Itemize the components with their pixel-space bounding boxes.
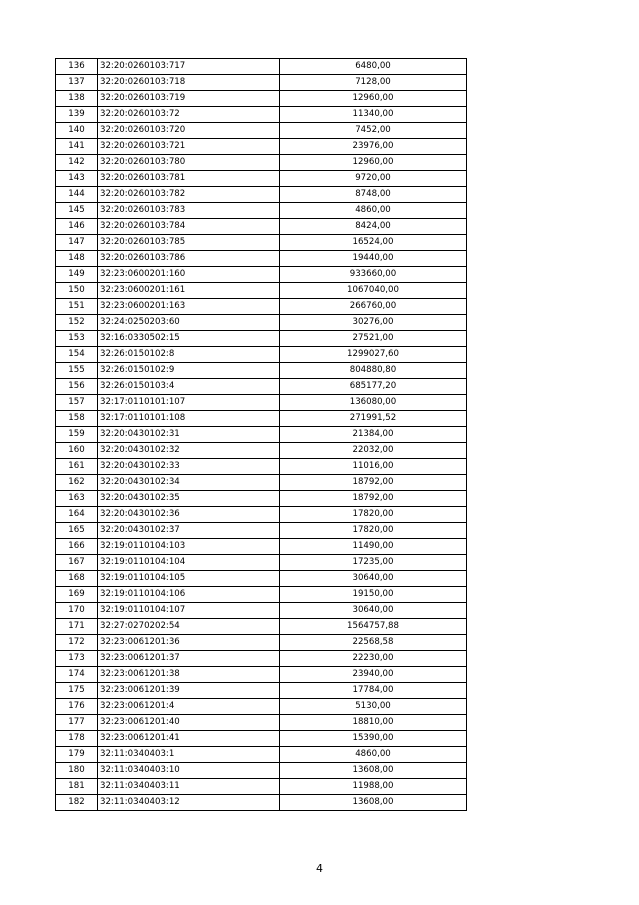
row-number-cell: 137 bbox=[56, 75, 98, 91]
table-row bbox=[56, 731, 467, 747]
value-cell: 17235,00 bbox=[280, 555, 467, 571]
cadastral-number-cell: 32:20:0430102:35 bbox=[98, 491, 280, 507]
cadastral-number-cell: 32:27:0270202:54 bbox=[98, 619, 280, 635]
value-cell: 5130,00 bbox=[280, 699, 467, 715]
value-cell: 12960,00 bbox=[280, 91, 467, 107]
table-row bbox=[56, 91, 467, 107]
row-number-cell: 138 bbox=[56, 91, 98, 107]
value-cell: 19440,00 bbox=[280, 251, 467, 267]
table-row bbox=[56, 715, 467, 731]
cadastral-number-cell: 32:20:0260103:72 bbox=[98, 107, 280, 123]
cadastral-number-cell: 32:20:0430102:37 bbox=[98, 523, 280, 539]
value-cell: 17784,00 bbox=[280, 683, 467, 699]
cadastral-number-cell: 32:26:0150103:4 bbox=[98, 379, 280, 395]
row-number-cell: 181 bbox=[56, 779, 98, 795]
value-cell: 23940,00 bbox=[280, 667, 467, 683]
table-row bbox=[56, 779, 467, 795]
cadastral-number-cell: 32:20:0260103:785 bbox=[98, 235, 280, 251]
row-number-cell: 179 bbox=[56, 747, 98, 763]
cadastral-number-cell: 32:19:0110104:104 bbox=[98, 555, 280, 571]
table-row bbox=[56, 635, 467, 651]
cadastral-number-cell: 32:11:0340403:12 bbox=[98, 795, 280, 811]
row-number-cell: 151 bbox=[56, 299, 98, 315]
row-number-cell: 168 bbox=[56, 571, 98, 587]
table-row bbox=[56, 459, 467, 475]
cadastral-number-cell: 32:20:0260103:780 bbox=[98, 155, 280, 171]
row-number-cell: 143 bbox=[56, 171, 98, 187]
table-row bbox=[56, 155, 467, 171]
cadastral-number-cell: 32:20:0260103:717 bbox=[98, 59, 280, 75]
table-row bbox=[56, 139, 467, 155]
row-number-cell: 173 bbox=[56, 651, 98, 667]
table-row bbox=[56, 379, 467, 395]
row-number-cell: 162 bbox=[56, 475, 98, 491]
cadastral-number-cell: 32:20:0430102:36 bbox=[98, 507, 280, 523]
table-row bbox=[56, 443, 467, 459]
table-row bbox=[56, 603, 467, 619]
value-cell: 30276,00 bbox=[280, 315, 467, 331]
row-number-cell: 144 bbox=[56, 187, 98, 203]
table-row bbox=[56, 523, 467, 539]
cadastral-number-cell: 32:20:0260103:782 bbox=[98, 187, 280, 203]
table-row bbox=[56, 107, 467, 123]
row-number-cell: 174 bbox=[56, 667, 98, 683]
cadastral-number-cell: 32:20:0260103:719 bbox=[98, 91, 280, 107]
cadastral-number-cell: 32:23:0061201:41 bbox=[98, 731, 280, 747]
cadastral-number-cell: 32:20:0260103:781 bbox=[98, 171, 280, 187]
row-number-cell: 156 bbox=[56, 379, 98, 395]
cadastral-number-cell: 32:11:0340403:11 bbox=[98, 779, 280, 795]
cadastral-number-cell: 32:23:0061201:4 bbox=[98, 699, 280, 715]
table-row bbox=[56, 699, 467, 715]
table-row bbox=[56, 347, 467, 363]
value-cell: 4860,00 bbox=[280, 203, 467, 219]
value-cell: 11340,00 bbox=[280, 107, 467, 123]
value-cell: 1299027,60 bbox=[280, 347, 467, 363]
cadastral-number-cell: 32:23:0600201:161 bbox=[98, 283, 280, 299]
value-cell: 11490,00 bbox=[280, 539, 467, 555]
row-number-cell: 165 bbox=[56, 523, 98, 539]
table-row bbox=[56, 667, 467, 683]
cadastral-number-cell: 32:20:0260103:786 bbox=[98, 251, 280, 267]
value-cell: 6480,00 bbox=[280, 59, 467, 75]
value-cell: 30640,00 bbox=[280, 571, 467, 587]
table-row bbox=[56, 395, 467, 411]
cadastral-number-cell: 32:20:0260103:721 bbox=[98, 139, 280, 155]
cadastral-number-cell: 32:23:0061201:36 bbox=[98, 635, 280, 651]
table-row bbox=[56, 619, 467, 635]
table-row bbox=[56, 187, 467, 203]
row-number-cell: 175 bbox=[56, 683, 98, 699]
cadastral-number-cell: 32:19:0110104:103 bbox=[98, 539, 280, 555]
value-cell: 8424,00 bbox=[280, 219, 467, 235]
row-number-cell: 152 bbox=[56, 315, 98, 331]
value-cell: 27521,00 bbox=[280, 331, 467, 347]
row-number-cell: 159 bbox=[56, 427, 98, 443]
value-cell: 933660,00 bbox=[280, 267, 467, 283]
value-cell: 23976,00 bbox=[280, 139, 467, 155]
cadastral-number-cell: 32:23:0061201:37 bbox=[98, 651, 280, 667]
value-cell: 21384,00 bbox=[280, 427, 467, 443]
row-number-cell: 161 bbox=[56, 459, 98, 475]
row-number-cell: 146 bbox=[56, 219, 98, 235]
cadastral-number-cell: 32:23:0061201:39 bbox=[98, 683, 280, 699]
row-number-cell: 164 bbox=[56, 507, 98, 523]
value-cell: 17820,00 bbox=[280, 523, 467, 539]
value-cell: 15390,00 bbox=[280, 731, 467, 747]
cadastral-number-cell: 32:20:0260103:720 bbox=[98, 123, 280, 139]
value-cell: 12960,00 bbox=[280, 155, 467, 171]
cadastral-number-cell: 32:19:0110104:107 bbox=[98, 603, 280, 619]
row-number-cell: 147 bbox=[56, 235, 98, 251]
row-number-cell: 170 bbox=[56, 603, 98, 619]
row-number-cell: 140 bbox=[56, 123, 98, 139]
table-row bbox=[56, 427, 467, 443]
value-cell: 18810,00 bbox=[280, 715, 467, 731]
cadastral-number-cell: 32:11:0340403:10 bbox=[98, 763, 280, 779]
row-number-cell: 167 bbox=[56, 555, 98, 571]
table-row bbox=[56, 219, 467, 235]
row-number-cell: 142 bbox=[56, 155, 98, 171]
row-number-cell: 158 bbox=[56, 411, 98, 427]
row-number-cell: 163 bbox=[56, 491, 98, 507]
cadastral-number-cell: 32:20:0260103:784 bbox=[98, 219, 280, 235]
table-row bbox=[56, 587, 467, 603]
table-row bbox=[56, 59, 467, 75]
table-row bbox=[56, 123, 467, 139]
table-row bbox=[56, 475, 467, 491]
row-number-cell: 139 bbox=[56, 107, 98, 123]
cadastral-number-cell: 32:23:0061201:38 bbox=[98, 667, 280, 683]
table-row bbox=[56, 363, 467, 379]
table-row bbox=[56, 683, 467, 699]
row-number-cell: 155 bbox=[56, 363, 98, 379]
row-number-cell: 171 bbox=[56, 619, 98, 635]
cadastral-number-cell: 32:20:0430102:34 bbox=[98, 475, 280, 491]
value-cell: 9720,00 bbox=[280, 171, 467, 187]
value-cell: 136080,00 bbox=[280, 395, 467, 411]
table-body bbox=[56, 59, 467, 811]
table-row bbox=[56, 235, 467, 251]
value-cell: 17820,00 bbox=[280, 507, 467, 523]
value-cell: 4860,00 bbox=[280, 747, 467, 763]
cadastral-number-cell: 32:20:0260103:783 bbox=[98, 203, 280, 219]
cadastral-number-cell: 32:20:0260103:718 bbox=[98, 75, 280, 91]
table-row bbox=[56, 299, 467, 315]
cadastral-number-cell: 32:20:0430102:33 bbox=[98, 459, 280, 475]
table-row bbox=[56, 747, 467, 763]
cadastral-number-cell: 32:24:0250203:60 bbox=[98, 315, 280, 331]
value-cell: 7452,00 bbox=[280, 123, 467, 139]
table-row bbox=[56, 283, 467, 299]
cadastral-number-cell: 32:16:0330502:15 bbox=[98, 331, 280, 347]
row-number-cell: 180 bbox=[56, 763, 98, 779]
value-cell: 11016,00 bbox=[280, 459, 467, 475]
row-number-cell: 166 bbox=[56, 539, 98, 555]
row-number-cell: 136 bbox=[56, 59, 98, 75]
table-row bbox=[56, 411, 467, 427]
cadastral-number-cell: 32:11:0340403:1 bbox=[98, 747, 280, 763]
table-row bbox=[56, 251, 467, 267]
table-row bbox=[56, 331, 467, 347]
table-row bbox=[56, 571, 467, 587]
value-cell: 22032,00 bbox=[280, 443, 467, 459]
table-row bbox=[56, 539, 467, 555]
row-number-cell: 145 bbox=[56, 203, 98, 219]
page-number: 4 bbox=[316, 862, 323, 875]
row-number-cell: 148 bbox=[56, 251, 98, 267]
value-cell: 22230,00 bbox=[280, 651, 467, 667]
row-number-cell: 160 bbox=[56, 443, 98, 459]
value-cell: 18792,00 bbox=[280, 475, 467, 491]
row-number-cell: 169 bbox=[56, 587, 98, 603]
value-cell: 13608,00 bbox=[280, 795, 467, 811]
cadastral-number-cell: 32:26:0150102:9 bbox=[98, 363, 280, 379]
cadastral-number-cell: 32:17:0110101:108 bbox=[98, 411, 280, 427]
value-cell: 13608,00 bbox=[280, 763, 467, 779]
value-cell: 30640,00 bbox=[280, 603, 467, 619]
table-row bbox=[56, 651, 467, 667]
value-cell: 1067040,00 bbox=[280, 283, 467, 299]
row-number-cell: 149 bbox=[56, 267, 98, 283]
value-cell: 11988,00 bbox=[280, 779, 467, 795]
value-cell: 16524,00 bbox=[280, 235, 467, 251]
cadastral-number-cell: 32:20:0430102:32 bbox=[98, 443, 280, 459]
value-cell: 19150,00 bbox=[280, 587, 467, 603]
cadastral-number-cell: 32:20:0430102:31 bbox=[98, 427, 280, 443]
cadastral-number-cell: 32:26:0150102:8 bbox=[98, 347, 280, 363]
row-number-cell: 177 bbox=[56, 715, 98, 731]
cadastral-number-cell: 32:17:0110101:107 bbox=[98, 395, 280, 411]
row-number-cell: 176 bbox=[56, 699, 98, 715]
table-row bbox=[56, 491, 467, 507]
value-cell: 1564757,88 bbox=[280, 619, 467, 635]
value-cell: 7128,00 bbox=[280, 75, 467, 91]
row-number-cell: 150 bbox=[56, 283, 98, 299]
value-cell: 18792,00 bbox=[280, 491, 467, 507]
value-cell: 8748,00 bbox=[280, 187, 467, 203]
value-cell: 804880,80 bbox=[280, 363, 467, 379]
table-row bbox=[56, 555, 467, 571]
table-row bbox=[56, 315, 467, 331]
table-row bbox=[56, 507, 467, 523]
table-row bbox=[56, 203, 467, 219]
cadastral-number-cell: 32:23:0600201:160 bbox=[98, 267, 280, 283]
row-number-cell: 172 bbox=[56, 635, 98, 651]
table-row bbox=[56, 267, 467, 283]
cadastral-number-cell: 32:23:0061201:40 bbox=[98, 715, 280, 731]
table-row bbox=[56, 75, 467, 91]
row-number-cell: 141 bbox=[56, 139, 98, 155]
table-row bbox=[56, 763, 467, 779]
table-row bbox=[56, 171, 467, 187]
cadastral-number-cell: 32:23:0600201:163 bbox=[98, 299, 280, 315]
row-number-cell: 153 bbox=[56, 331, 98, 347]
row-number-cell: 182 bbox=[56, 795, 98, 811]
value-cell: 22568,58 bbox=[280, 635, 467, 651]
value-cell: 266760,00 bbox=[280, 299, 467, 315]
cadastral-value-table bbox=[55, 58, 467, 811]
cadastral-number-cell: 32:19:0110104:105 bbox=[98, 571, 280, 587]
row-number-cell: 178 bbox=[56, 731, 98, 747]
value-cell: 271991,52 bbox=[280, 411, 467, 427]
row-number-cell: 157 bbox=[56, 395, 98, 411]
table-row bbox=[56, 795, 467, 811]
cadastral-number-cell: 32:19:0110104:106 bbox=[98, 587, 280, 603]
value-cell: 685177,20 bbox=[280, 379, 467, 395]
row-number-cell: 154 bbox=[56, 347, 98, 363]
